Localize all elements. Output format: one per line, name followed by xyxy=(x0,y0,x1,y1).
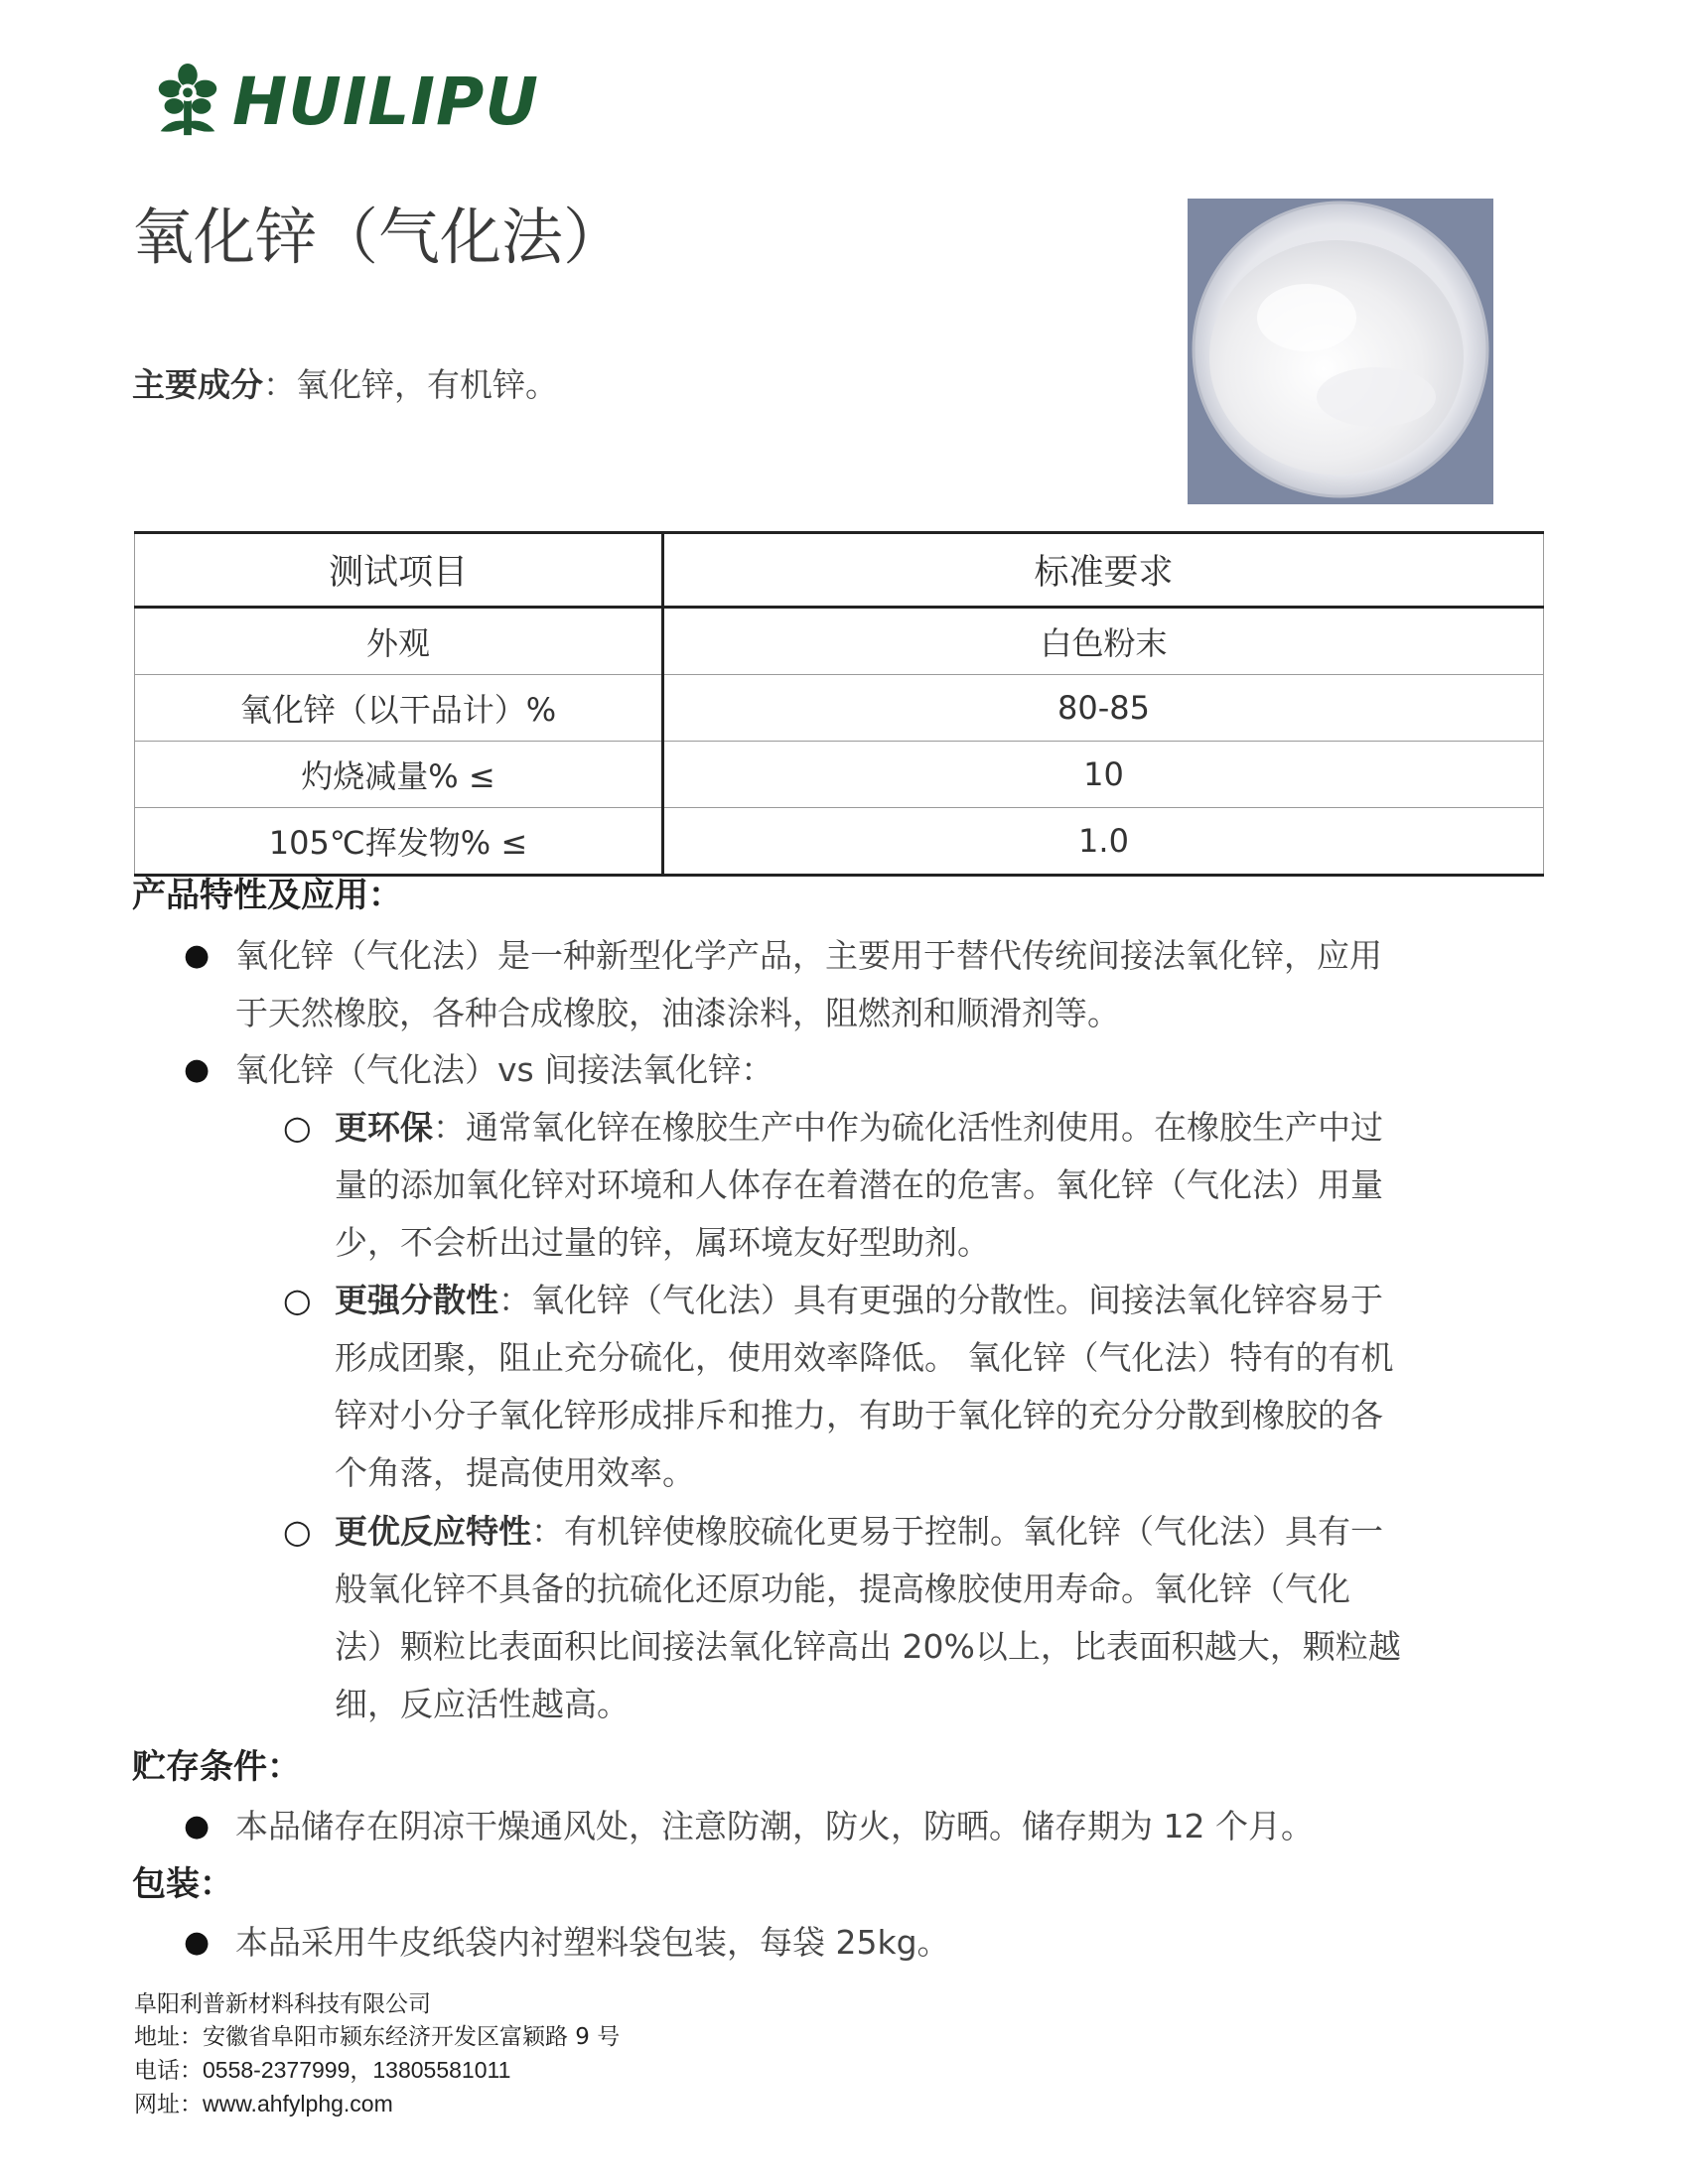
bullet-text-line: 于天然橡胶，各种合成橡胶，油漆涂料，阻燃剂和顺滑剂等。 xyxy=(235,994,1120,1032)
storage-heading: 贮存条件： xyxy=(132,1747,301,1787)
sub-item-text: 锌对小分子氧化锌形成排斥和推力，有助于氧化锌的充分分散到橡胶的各 xyxy=(335,1396,1383,1434)
circle-bullet-icon: ○ xyxy=(283,1281,312,1319)
packaging-bullet xyxy=(184,1914,1504,1972)
bullet-dot-icon: ● xyxy=(184,938,211,973)
sub-item-reactivity xyxy=(283,1503,1514,1733)
address-label: 地址： xyxy=(134,2024,203,2050)
sub-item-eco xyxy=(283,1099,1514,1272)
sub-item-text: ：氧化锌（气化法）具有更强的分散性。间接法氧化锌容易于 xyxy=(498,1281,1383,1319)
bullet-dot-icon: ● xyxy=(184,1809,211,1843)
table-cell: 外观 xyxy=(135,608,663,675)
table-cell: 105℃挥发物% ≤ xyxy=(135,808,663,876)
table-header-row xyxy=(135,533,1544,608)
sub-item-text: 个角落，提高使用效率。 xyxy=(335,1453,695,1492)
sub-item-label: 更优反应特性 xyxy=(335,1512,531,1551)
table-cell: 氧化锌（以干品计）% xyxy=(135,675,663,742)
table-cell: 1.0 xyxy=(663,808,1544,876)
brand-logo xyxy=(149,62,539,143)
sub-item-text: 少，不会析出过量的锌，属环境友好型助剂。 xyxy=(335,1223,990,1262)
sub-item-label: 更强分散性 xyxy=(335,1281,498,1319)
composition-label: 主要成分 xyxy=(132,365,263,404)
table-cell: 白色粉末 xyxy=(663,608,1544,675)
phone-label: 电话： xyxy=(134,2058,203,2084)
company-name: 阜阳利普新材料科技有限公司 xyxy=(134,1991,431,2017)
table-cell: 10 xyxy=(663,742,1544,808)
storage-text: 本品储存在阴凉干燥通风处，注意防潮，防火，防晒。储存期为 12 个月。 xyxy=(235,1807,1314,1845)
packaging-text: 本品采用牛皮纸袋内衬塑料袋包装，每袋 25kg。 xyxy=(235,1923,950,1962)
spec-table xyxy=(134,531,1544,877)
composition-value: ：氧化锌，有机锌。 xyxy=(263,365,558,404)
product-photo xyxy=(1188,199,1493,504)
address-value: 安徽省阜阳市颍东经济开发区富颖路 9 号 xyxy=(203,2024,621,2050)
sub-item-text: 量的添加氧化锌对环境和人体存在着潜在的危害。氧化锌（气化法）用量 xyxy=(335,1165,1383,1204)
circle-bullet-icon: ○ xyxy=(283,1108,312,1147)
sub-item-text: 般氧化锌不具备的抗硫化还原功能，提高橡胶使用寿命。氧化锌（气化 xyxy=(335,1570,1350,1608)
website-label: 网址： xyxy=(134,2092,203,2117)
sub-item-text: 法）颗粒比表面积比间接法氧化锌高出 20%以上，比表面积越大，颗粒越 xyxy=(335,1627,1401,1666)
bullet-text-line: 氧化锌（气化法）是一种新型化学产品，主要用于替代传统间接法氧化锌，应用 xyxy=(235,936,1382,975)
flower-logo-icon xyxy=(149,62,226,143)
bullet-text-line: 氧化锌（气化法）vs 间接法氧化锌： xyxy=(235,1050,774,1089)
circle-bullet-icon: ○ xyxy=(283,1512,312,1551)
header-standard: 标准要求 xyxy=(663,533,1544,608)
company-footer xyxy=(134,1988,620,2121)
table-row xyxy=(135,808,1544,876)
features-bullet-1 xyxy=(184,927,1504,1042)
website-link[interactable]: www.ahfylphg.com xyxy=(203,2091,393,2116)
sub-item-label: 更环保 xyxy=(335,1108,433,1147)
sub-item-dispersion xyxy=(283,1272,1514,1502)
table-row xyxy=(135,608,1544,675)
sub-item-text: ：通常氧化锌在橡胶生产中作为硫化活性剂使用。在橡胶生产中过 xyxy=(433,1108,1383,1147)
sub-item-text: 形成团聚，阻止充分硫化，使用效率降低。 氧化锌（气化法）特有的有机 xyxy=(335,1338,1394,1377)
sub-item-text: ：有机锌使橡胶硫化更易于控制。氧化锌（气化法）具有一 xyxy=(531,1512,1383,1551)
phone-value: 0558-2377999，13805581011 xyxy=(203,2057,511,2083)
brand-name: HUILIPU xyxy=(232,64,539,140)
table-cell: 80-85 xyxy=(663,675,1544,742)
table-row xyxy=(135,675,1544,742)
page-title: 氧化锌（气化法） xyxy=(132,201,626,273)
bullet-dot-icon: ● xyxy=(184,1925,211,1960)
table-cell: 灼烧减量% ≤ xyxy=(135,742,663,808)
features-bullet-2 xyxy=(184,1041,1504,1099)
storage-bullet xyxy=(184,1798,1504,1855)
sub-item-text: 细，反应活性越高。 xyxy=(335,1685,630,1723)
bullet-dot-icon: ● xyxy=(184,1052,211,1087)
table-row xyxy=(135,742,1544,808)
header-test-item: 测试项目 xyxy=(135,533,663,608)
packaging-heading: 包装： xyxy=(132,1864,233,1904)
main-composition xyxy=(132,359,558,406)
features-heading: 产品特性及应用： xyxy=(132,876,402,915)
